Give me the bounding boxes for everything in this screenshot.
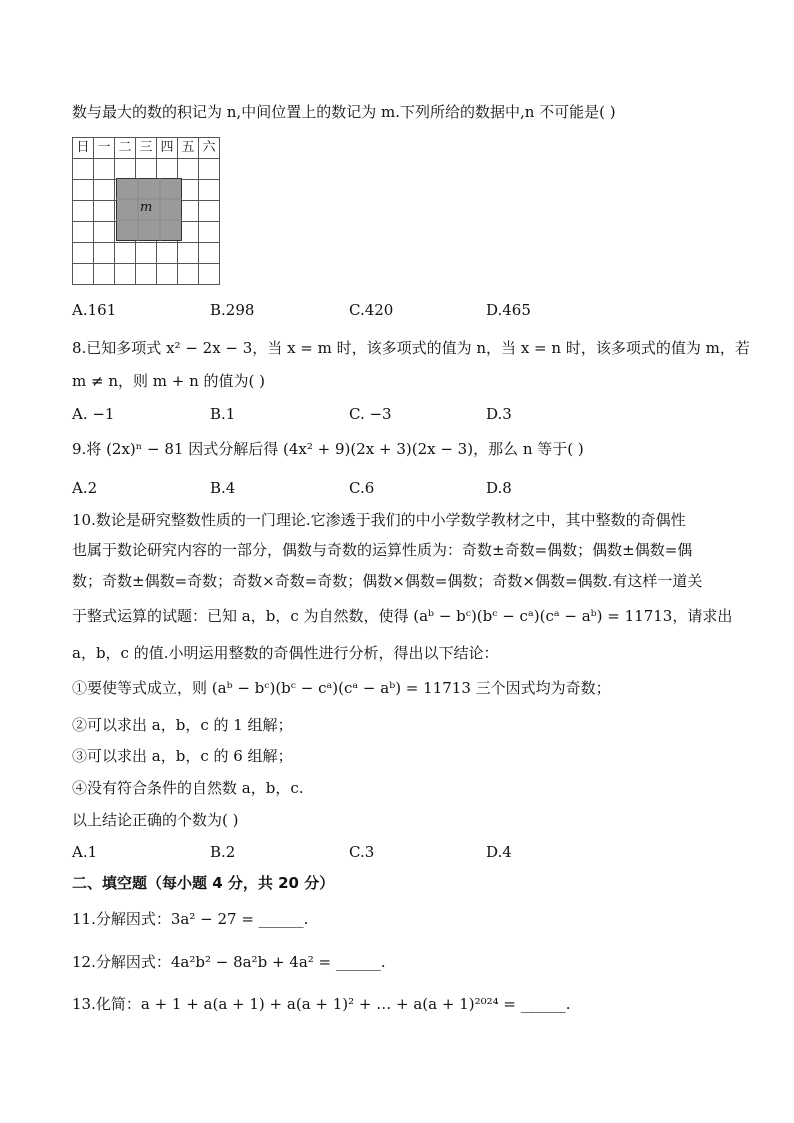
q9-options	[72, 477, 732, 499]
q9-option-b[interactable]: B.4	[210, 479, 236, 497]
calendar-header-tue: 二	[115, 138, 136, 159]
q7-option-d[interactable]: D.465	[486, 301, 531, 319]
center-cell-label: m	[140, 200, 153, 215]
q8-line-2: m ≠ n，则 m + n 的值为( )	[72, 372, 265, 390]
q10-option-c[interactable]: C.3	[349, 843, 375, 861]
q10-conclusion-4: ④没有符合条件的自然数 a，b，c.	[72, 779, 304, 797]
q10-options	[72, 841, 732, 863]
calendar-header-thu: 四	[157, 138, 178, 159]
q10-line-4: 于整式运算的试题：已知 a，b，c 为自然数，使得 (aᵇ − bᶜ)(bᶜ − cᵃ)(cᵃ − aᵇ) = 11713，请求出	[72, 607, 733, 625]
q8-option-d[interactable]: D.3	[486, 405, 512, 423]
q10-conclusion-3: ③可以求出 a，b，c 的 6 组解；	[72, 747, 293, 765]
q7-option-b[interactable]: B.298	[210, 301, 255, 319]
q8-options	[72, 403, 732, 425]
calendar-header-fri: 五	[178, 138, 199, 159]
q9-option-d[interactable]: D.8	[486, 479, 512, 497]
q8-option-a[interactable]: A. −1	[72, 405, 115, 423]
q8-option-c[interactable]: C. −3	[349, 405, 392, 423]
calendar-header-wed: 三	[136, 138, 157, 159]
q10-option-a[interactable]: A.1	[72, 843, 98, 861]
q7-option-a[interactable]: A.161	[72, 301, 117, 319]
q10-option-d[interactable]: D.4	[486, 843, 512, 861]
q10-line-5: a，b，c 的值.小明运用整数的奇偶性进行分析，得出以下结论：	[72, 644, 499, 662]
q7-stem: 数与最大的数的积记为 n,中间位置上的数记为 m.下列所给的数据中,n 不可能是( )	[72, 103, 616, 121]
q10-conclusion-1: ①要使等式成立，则 (aᵇ − bᶜ)(bᶜ − cᵃ)(cᵃ − aᵇ) = 11713 三个因式均为奇数；	[72, 679, 611, 697]
q10-ask: 以上结论正确的个数为( )	[72, 811, 239, 829]
q10-option-b[interactable]: B.2	[210, 843, 236, 861]
q10-line-3: 数；奇数±偶数=奇数；奇数×奇数=奇数；偶数×偶数=偶数；奇数×偶数=偶数.有这样一道关	[72, 572, 703, 590]
q9-line-1: 9.将 (2x)ⁿ − 81 因式分解后得 (4x² + 9)(2x + 3)(2x − 3)，那么 n 等于( )	[72, 440, 584, 458]
q13: 13.化简：a + 1 + a(a + 1) + a(a + 1)² + … + a(a + 1)²⁰²⁴ = ______.	[72, 995, 571, 1013]
q10-line-2: 也属于数论研究内容的一部分，偶数与奇数的运算性质为：奇数±奇数=偶数；偶数±偶数=偶	[72, 541, 693, 559]
q9-option-a[interactable]: A.2	[72, 479, 98, 497]
section-2-title: 二、填空题（每小题 4 分，共 20 分）	[72, 874, 335, 892]
calendar-header-mon: 一	[94, 138, 115, 159]
q10-conclusion-2: ②可以求出 a，b，c 的 1 组解；	[72, 716, 293, 734]
q7-option-c[interactable]: C.420	[349, 301, 394, 319]
calendar-header-sun: 日	[73, 138, 94, 159]
calendar-header-sat: 六	[199, 138, 220, 159]
q10-line-1: 10.数论是研究整数性质的一门理论.它渗透于我们的中小学数学教材之中，其中整数的奇偶性	[72, 511, 686, 529]
q9-option-c[interactable]: C.6	[349, 479, 375, 497]
q11: 11.分解因式：3a² − 27 = ______.	[72, 910, 309, 928]
q8-option-b[interactable]: B.1	[210, 405, 236, 423]
q8-line-1: 8.已知多项式 x² − 2x − 3，当 x = m 时，该多项式的值为 n，当 x = n 时，该多项式的值为 m，若	[72, 339, 750, 357]
q12: 12.分解因式：4a²b² − 8a²b + 4a² = ______.	[72, 953, 386, 971]
q7-options	[72, 299, 732, 321]
